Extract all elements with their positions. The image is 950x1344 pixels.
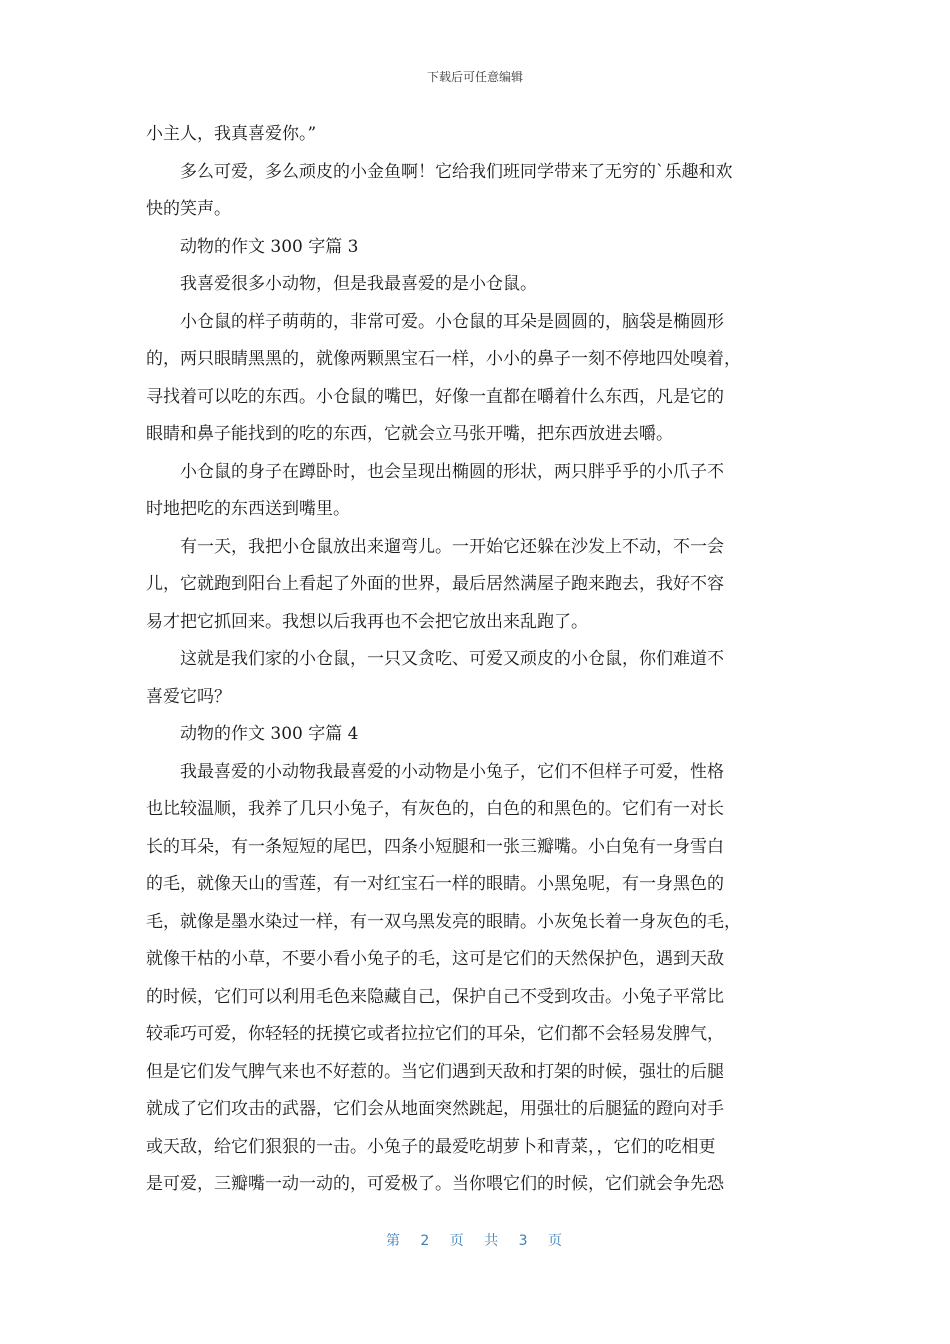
text-line: 有一天，我把小仓鼠放出来遛弯儿。一开始它还躲在沙发上不动，不一会	[180, 536, 724, 557]
text-line: 是可爱，三瓣嘴一动一动的，可爱极了。当你喂它们的时候，它们就会争先恐	[146, 1174, 724, 1194]
text-line: 长的耳朵，有一条短短的尾巴，四条小短腿和一张三瓣嘴。小白兔有一身雪白	[146, 836, 724, 857]
text-line: 小主人，我真喜爱你。”	[146, 124, 317, 144]
text-line: 寻找着可以吃的东西。小仓鼠的嘴巴，好像一直都在嚼着什么东西，凡是它的	[146, 386, 724, 407]
text-line: 较乖巧可爱，你轻轻的抚摸它或者拉拉它们的耳朵，它们都不会轻易发脾气，	[146, 1024, 724, 1044]
text-line: 小仓鼠的身子在蹲卧时，也会呈现出椭圆的形状，两只胖乎乎的小爪子不	[180, 461, 724, 482]
text-line: 眼睛和鼻子能找到的吃的东西，它就会立马张开嘴，把东西放进去嚼。	[146, 424, 673, 444]
text-line: 我最喜爱的小动物我最喜爱的小动物是小兔子，它们不但样子可爱，性格	[180, 761, 724, 782]
text-line: 的，两只眼睛黑黑的，就像两颗黑宝石一样，小小的鼻子一刻不停地四处嗅着，	[146, 349, 741, 369]
text-line: 或天敌，给它们狠狠的一击。小兔子的最爱吃胡萝卜和青菜，，它们的吃相更	[146, 1136, 716, 1157]
text-line: 喜爱它吗？	[146, 686, 231, 707]
text-line: 但是它们发气脾气来也不好惹的。当它们遇到天敌和打架的时候，强壮的后腿	[146, 1061, 724, 1082]
text-line: 时地把吃的东西送到嘴里。	[146, 499, 350, 519]
text-line: 我喜爱很多小动物，但是我最喜爱的是小仓鼠。	[180, 274, 537, 294]
text-line: 的毛，就像天山的雪莲，有一对红宝石一样的眼睛。小黑兔呢，有一身黑色的	[146, 874, 724, 894]
text-line: 多么可爱，多么顽皮的小金鱼啊！它给我们班同学带来了无穷的`乐趣和欢	[180, 161, 733, 182]
text-line: 也比较温顺，我养了几只小兔子，有灰色的，白色的和黑色的。它们有一对长	[146, 799, 724, 819]
page-header: 下载后可任意编辑	[426, 70, 523, 84]
text-line: 这就是我们家的小仓鼠，一只又贪吃、可爱又顽皮的小仓鼠，你们难道不	[180, 649, 724, 669]
text-line: 毛，就像是墨水染过一样，有一双乌黑发亮的眼睛。小灰兔长着一身灰色的毛，	[146, 911, 741, 932]
text-line: 儿，它就跑到阳台上看起了外面的世界，最后居然满屋子跑来跑去，我好不容	[146, 574, 724, 594]
text-line: 小仓鼠的样子萌萌的，非常可爱。小仓鼠的耳朵是圆圆的，脑袋是椭圆形	[180, 311, 724, 332]
document-body	[146, 116, 806, 1204]
page-footer: 第 2 页 共 3 页	[385, 1233, 565, 1249]
text-line: 就像干枯的小草，不要小看小兔子的毛，这可是它们的天然保护色，遇到天敌	[146, 949, 724, 969]
text-line: 动物的作文 300 字篇 4	[180, 724, 359, 744]
text-line: 就成了它们攻击的武器，它们会从地面突然跳起，用强壮的后腿猛的蹬向对手	[146, 1099, 724, 1119]
text-line: 易才把它抓回来。我想以后我再也不会把它放出来乱跑了。	[146, 611, 588, 632]
text-line: 的时候，它们可以利用毛色来隐藏自己，保护自己不受到攻击。小兔子平常比	[146, 986, 724, 1007]
text-line: 快的笑声。	[146, 199, 231, 219]
text-line: 动物的作文 300 字篇 3	[180, 236, 359, 257]
